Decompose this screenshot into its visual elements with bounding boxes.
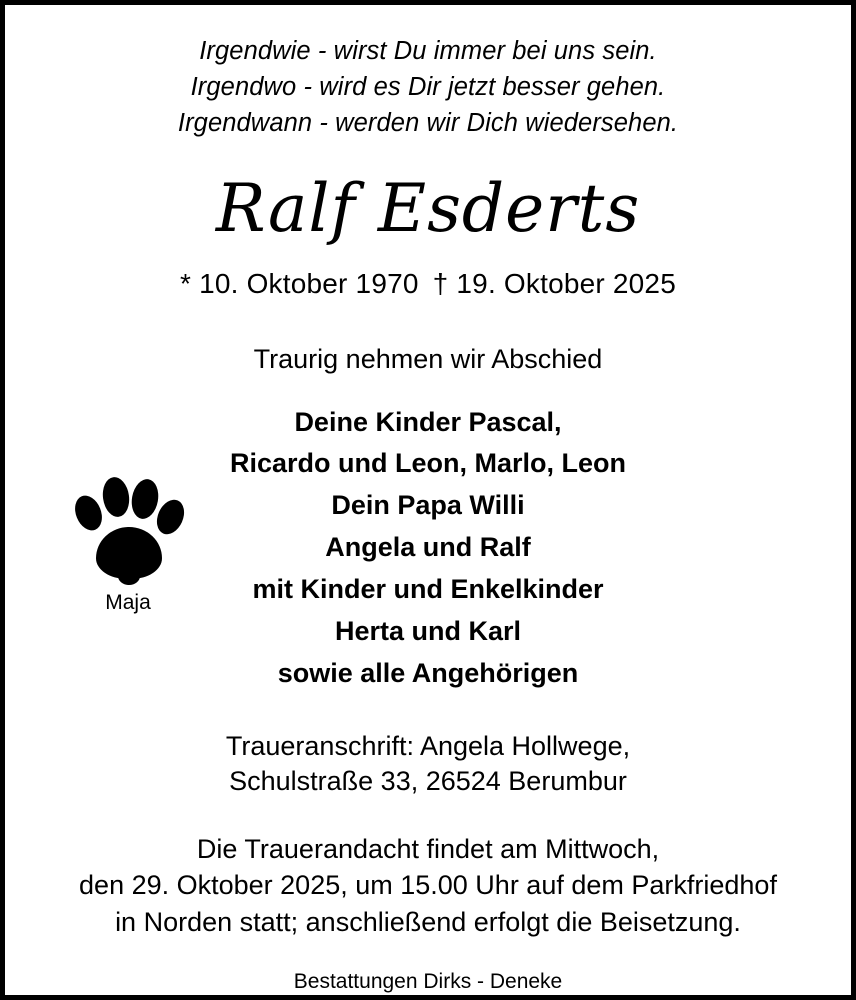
mourning-address	[35, 729, 821, 799]
paw-toe-2	[100, 475, 131, 518]
verse-line-3: Irgendwann - werden wir Dich wiedersehen.	[177, 109, 679, 138]
paw-toe-3	[129, 477, 162, 521]
life-dates	[35, 268, 821, 300]
verse-line-1: Irgendwie - wirst Du immer bei uns sein.	[199, 37, 657, 65]
paw-toe-1	[70, 492, 107, 535]
family-line-7: sowie alle Angehörigen	[277, 657, 579, 688]
verse-block	[35, 33, 821, 142]
family-line-2: Ricardo und Leon, Marlo, Leon	[229, 448, 626, 479]
service-line-2: den 29. Oktober 2025, um 15.00 Uhr auf dem Parkfriedhof	[79, 870, 777, 901]
death-date: † 19. Oktober 2025	[432, 267, 676, 299]
service-details	[35, 831, 821, 940]
paw-print-icon	[72, 475, 184, 583]
family-line-5: mit Kinder und Enkelkinder	[252, 573, 604, 604]
deceased-name: Ralf Esderts	[215, 169, 641, 247]
family-line-1: Deine Kinder Pascal,	[294, 406, 562, 437]
birth-date: * 10. Oktober 1970	[180, 267, 419, 299]
pet-name: Maja	[105, 591, 151, 614]
pet-tribute	[63, 475, 193, 615]
funeral-home-credit: Bestattungen Dirks - Deneke	[293, 970, 563, 994]
service-line-3: in Norden statt; anschließend erfolgt die Beisetzung.	[115, 906, 741, 937]
family-line-6: Herta und Karl	[334, 615, 522, 646]
farewell-text: Traurig nehmen wir Abschied	[253, 343, 603, 374]
address-line-1: Traueranschrift: Angela Hollwege,	[225, 730, 631, 761]
family-line-3: Dein Papa Willi	[331, 490, 525, 521]
service-line-1: Die Trauerandacht findet am Mittwoch,	[196, 833, 660, 864]
family-line-4: Angela und Ralf	[325, 532, 531, 563]
address-line-2: Schulstraße 33, 26524 Berumbur	[229, 765, 627, 796]
verse-line-2: Irgendwo - wird es Dir jetzt besser gehen.	[190, 73, 666, 102]
paw-pad	[96, 527, 162, 579]
